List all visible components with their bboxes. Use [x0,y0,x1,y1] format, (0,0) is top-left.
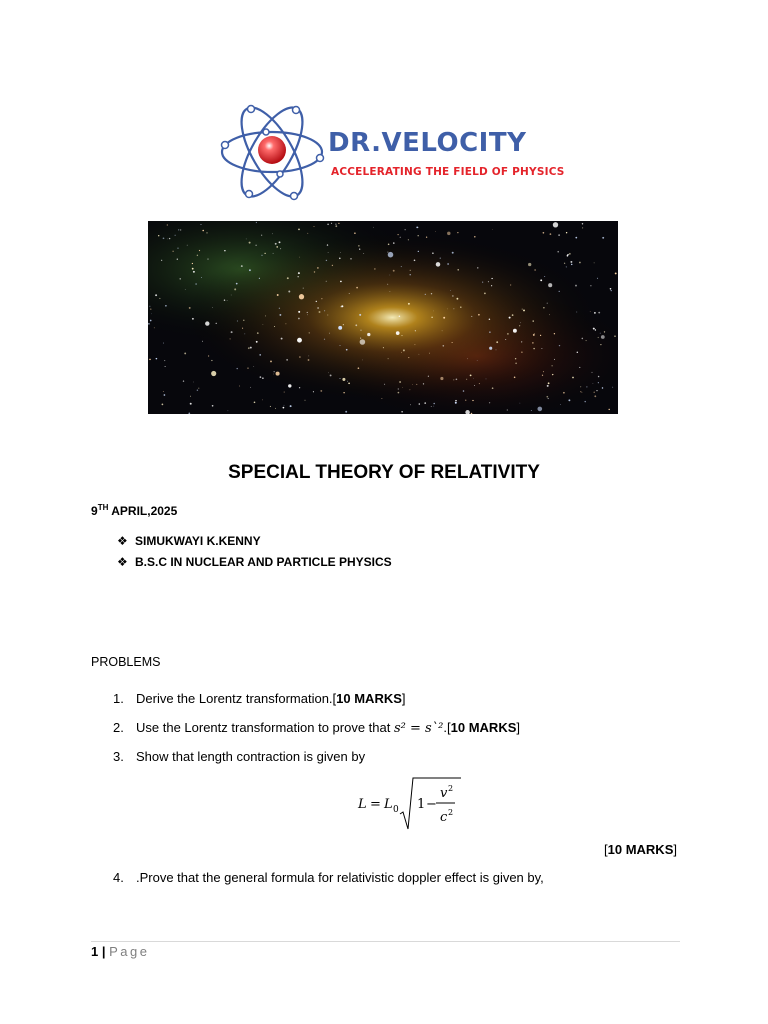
document-title: SPECIAL THEORY OF RELATIVITY [228,462,540,483]
svg-text:2: 2 [448,808,454,817]
document-date: 9TH APRIL,2025 [91,503,178,518]
svg-text:c: c [440,810,448,825]
svg-text:L: L [358,797,367,812]
svg-text:=: = [370,797,381,812]
atom-icon [218,92,330,214]
svg-text:1: 1 [417,797,426,812]
dr-velocity-logo [218,92,565,214]
problem-3-marks: [10 MARKS] [604,842,677,857]
problem-4: 4. .Prove that the general formula for relativistic doppler effect is given by, [113,870,544,885]
length-contraction-formula [356,774,466,832]
problems-heading: PROBLEMS [91,655,161,669]
svg-text:−: − [426,797,437,812]
interval-equation: s² = s`² [393,721,444,736]
galaxy-starfield-image [148,221,618,414]
diamond-bullet-icon: ❖ [117,534,128,548]
svg-text:0: 0 [393,805,399,815]
svg-text:2: 2 [448,784,454,793]
logo-tagline: ACCELERATING THE FIELD OF PHYSICS [331,166,565,178]
logo-brand: DR.VELOCITY [328,128,527,158]
diamond-bullet-icon: ❖ [117,555,128,569]
svg-text:L: L [384,797,393,812]
svg-text:v: v [440,786,448,801]
problem-1: 1. Derive the Lorentz transformation.[10 MARKS] [113,691,406,706]
problem-2: 2. Use the Lorentz transformation to prove that s² = s`².[10 MARKS] [113,720,521,736]
page-footer: 1 | Page [91,944,150,959]
nucleus-icon [258,136,286,164]
problem-3: 3. Show that length contraction is given by [113,749,366,764]
author-name: ❖ SIMUKWAYI K.KENNY [117,534,261,548]
footer-divider [91,941,680,942]
degree-line: ❖ B.S.C IN NUCLEAR AND PARTICLE PHYSICS [117,555,392,569]
